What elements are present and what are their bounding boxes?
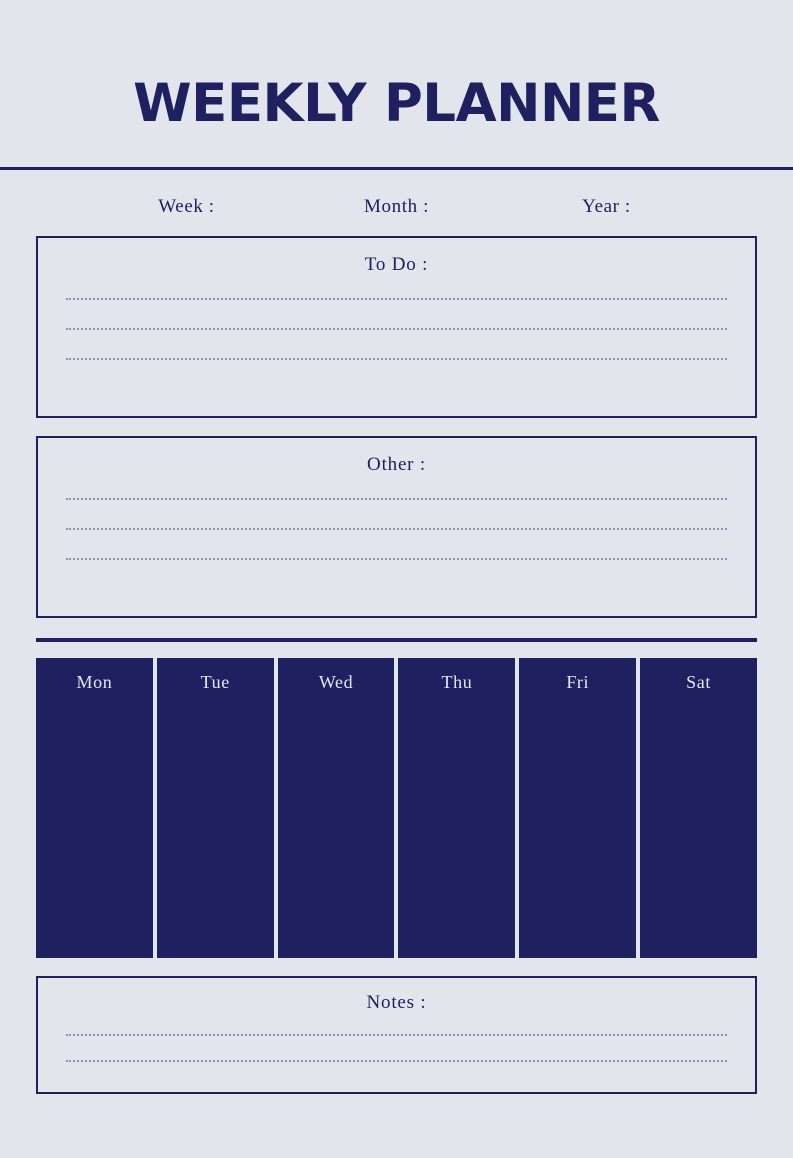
day-column-fri[interactable]	[519, 658, 636, 958]
days-grid	[36, 658, 757, 958]
section-divider	[36, 638, 757, 642]
notes-line[interactable]	[66, 1034, 727, 1036]
todo-title: To Do :	[364, 253, 429, 275]
day-column-tue[interactable]	[157, 658, 274, 958]
todo-section	[36, 236, 757, 418]
title-divider	[0, 167, 793, 170]
other-line[interactable]	[66, 558, 727, 560]
weekly-planner-page	[0, 36, 793, 1158]
day-label: Fri	[566, 671, 590, 692]
day-column-thu[interactable]	[398, 658, 515, 958]
content-area	[0, 236, 793, 618]
month-field[interactable]: Month :	[364, 195, 429, 217]
notes-line[interactable]	[66, 1060, 727, 1062]
year-field[interactable]: Year :	[582, 195, 631, 217]
other-line[interactable]	[66, 528, 727, 530]
day-label: Wed	[318, 671, 354, 692]
day-column-mon[interactable]	[36, 658, 153, 958]
day-column-sat[interactable]	[640, 658, 757, 958]
week-field[interactable]: Week :	[158, 195, 215, 217]
notes-section	[36, 976, 757, 1094]
day-label: Tue	[200, 671, 230, 692]
todo-line[interactable]	[66, 328, 727, 330]
todo-line[interactable]	[66, 298, 727, 300]
todo-line[interactable]	[66, 358, 727, 360]
meta-row	[0, 196, 793, 218]
other-section	[36, 436, 757, 618]
other-line[interactable]	[66, 498, 727, 500]
day-label: Mon	[76, 671, 113, 692]
day-column-wed[interactable]	[278, 658, 395, 958]
other-title: Other :	[367, 453, 426, 475]
notes-title: Notes :	[366, 991, 427, 1013]
day-label: Sat	[686, 671, 711, 692]
page-title: WEEKLY PLANNER	[133, 72, 660, 134]
day-label: Thu	[441, 671, 473, 692]
